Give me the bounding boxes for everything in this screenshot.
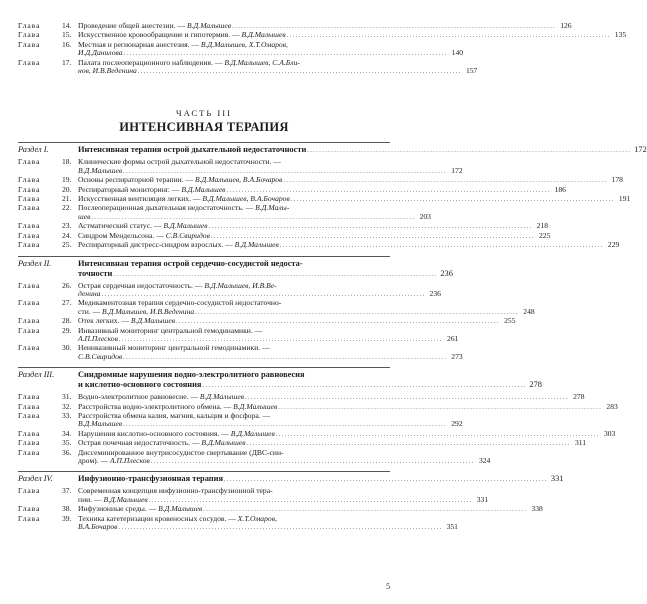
chapter-author: В.Д.Малышев [130, 316, 176, 326]
chapter-title: Местная и регионарная анестезия. — [78, 39, 201, 49]
chapter-line [78, 456, 491, 466]
chapter-title: Острая сердечная недостаточность. — [78, 280, 205, 290]
section-divider [18, 367, 390, 368]
section-title [78, 259, 453, 280]
chapter-label: Глава [18, 221, 41, 231]
chapter-label: Глава [18, 280, 41, 290]
chapter-title: Респираторный дистресс-синдром взрослых. — [78, 240, 235, 250]
section-title-text: точности [78, 268, 113, 278]
chapter-number: 17. [62, 57, 72, 67]
chapter-author: В.Д.Малышев, И.В.Ве- [204, 280, 277, 290]
chapter-title: Клинические формы острой дыхательной недостаточности. — [78, 157, 281, 167]
section-title [78, 370, 542, 391]
chapter-page: 186 [554, 184, 566, 194]
chapter-entry [18, 240, 620, 250]
chapter-page: 261 [447, 333, 459, 343]
chapter-text [78, 317, 175, 325]
chapter-title: Острая почечная недостаточность. — [78, 438, 202, 448]
chapter-number: 33. [62, 410, 72, 420]
chapter-label: Глава [18, 410, 41, 420]
chapter-body [78, 298, 535, 317]
chapter-entry [18, 447, 491, 467]
chapter-author: В.Д.Малышев [78, 419, 123, 429]
chapter-page: 255 [504, 316, 516, 326]
chapter-page: 292 [451, 419, 463, 429]
chapter-line [78, 344, 390, 352]
chapter-label: Глава [18, 194, 41, 204]
chapter-body [78, 447, 491, 467]
chapter-title: Астматический статус. — [78, 221, 164, 231]
chapter-title: Диссеминированное внутрисосудистое свертывание (ДВС-син- [78, 447, 284, 457]
chapter-title: Водно-электролитное равновесие. — [78, 392, 200, 402]
chapter-title: Медикаментозная терапия сердечно-сосудистой недостаточно- [78, 298, 282, 308]
chapter-number: 27. [62, 298, 72, 308]
dot-leader [113, 269, 436, 280]
chapter-title: Отек легких. — [78, 316, 131, 326]
section-title-line [78, 474, 563, 485]
dot-leader [245, 393, 568, 402]
section-title-line [78, 380, 542, 391]
chapter-line [78, 351, 463, 362]
chapter-number: 24. [62, 230, 72, 240]
chapter-title: Техника катетеризации кровеносных сосудов. — [78, 513, 238, 523]
chapter-text [78, 67, 137, 75]
chapter-page: 311 [574, 438, 587, 448]
chapter-entry [18, 343, 463, 362]
chapter-title: Неинвазивный мониторинг центральной гемодинамики. — [78, 343, 270, 353]
dot-leader [202, 380, 525, 391]
chapter-author: В.Д.Малышев [181, 184, 226, 194]
chapter-body [78, 513, 458, 533]
chapter-entry [18, 486, 489, 505]
chapter-label: Глава [18, 504, 41, 514]
chapter-label: Глава [18, 57, 41, 67]
chapter-page: 229 [607, 240, 620, 250]
dot-leader [224, 474, 547, 485]
part-subtitle: ИНТЕНСИВНАЯ ТЕРАПИЯ [119, 120, 289, 135]
page-number: 5 [386, 582, 390, 591]
chapter-number: 16. [62, 39, 72, 49]
chapter-page: 157 [465, 66, 478, 76]
chapter-page: 278 [573, 392, 585, 402]
chapter-page: 324 [478, 456, 491, 465]
chapter-line [78, 282, 390, 290]
part-title: ЧАСТЬ III [175, 108, 232, 119]
chapter-number: 15. [62, 30, 72, 40]
chapter-author: В.Д.Малышев, И.В.Веденина [102, 306, 195, 316]
chapter-author: В.Д.Малышев [201, 438, 246, 448]
chapter-author: В.Д.Малышев [233, 401, 278, 411]
chapter-title: Инфузионные среды. — [78, 504, 159, 514]
chapter-line [78, 522, 458, 532]
section-list [18, 142, 647, 532]
chapter-author: В.Д.Малы- [255, 203, 290, 213]
chapter-page: 283 [606, 401, 618, 411]
chapter-number: 14. [62, 21, 72, 30]
chapter-page: 218 [536, 221, 549, 231]
section-page: 278 [529, 380, 542, 390]
chapter-title: Современная концепция инфузионно-трансфузионной тера- [78, 486, 273, 496]
chapter-title: дром). — [78, 456, 110, 465]
chapter-title: Послеоперационная дыхательная недостаточность. — [78, 203, 256, 213]
chapter-line [78, 327, 390, 335]
chapter-page: 172 [451, 165, 463, 175]
dot-leader [123, 353, 446, 362]
dot-leader [291, 195, 614, 204]
chapter-author: В.Д.Малышев [103, 494, 148, 504]
chapter-text [78, 222, 208, 230]
chapter-author: В.Д.Малышев [163, 221, 208, 231]
section-title-text: Интенсивная терапия острой сердечно-сосудистой недоста- [78, 258, 303, 268]
chapter-author: А.П.Плесков [78, 333, 118, 343]
section-label: Раздел III. [18, 370, 55, 380]
section-title-line [78, 370, 542, 380]
chapter-label: Глава [18, 157, 41, 167]
chapter-text [78, 232, 210, 240]
section-title [78, 145, 647, 156]
chapter-title: Инвазивный мониторинг центральной гемодинамики. — [78, 325, 263, 335]
chapter-author: В.Д.Малышев [230, 428, 275, 438]
chapter-page: 203 [419, 211, 431, 221]
chapter-author: В.Д.Малышев [199, 392, 245, 402]
section-heading [18, 258, 453, 280]
chapter-number: 30. [62, 343, 72, 353]
chapter-page: 273 [451, 351, 463, 361]
chapter-author: А.П.Плесков [109, 456, 150, 465]
chapter-author: Х.Т.Омаров, [237, 513, 277, 523]
chapter-title: Палата послеоперационного наблюдения. — [78, 57, 225, 67]
chapter-line [78, 240, 620, 250]
chapter-number: 38. [62, 504, 72, 514]
dot-leader [280, 241, 603, 250]
chapter-number: 36. [62, 447, 72, 457]
chapter-title: Респираторный мониторинг. — [78, 184, 182, 194]
chapter-line [78, 204, 390, 212]
chapter-text [78, 403, 277, 411]
chapter-title: Расстройства обмена калия, магния, кальция и фосфора. — [78, 410, 271, 420]
chapter-author: В.Д.Малышев [78, 165, 123, 175]
chapter-page: 178 [611, 175, 623, 185]
chapter-author: В.Д.Малышев, Х.Т.Омаров, [200, 39, 288, 49]
chapter-page: 236 [429, 288, 441, 298]
chapter-author: С.В.Свиридов [78, 351, 123, 361]
chapter-body [78, 410, 463, 430]
chapter-number: 25. [62, 240, 72, 250]
chapter-text [78, 505, 202, 513]
section-label: Раздел IV. [18, 474, 53, 484]
chapter-label: Глава [18, 240, 41, 250]
chapter-text [78, 31, 286, 39]
dot-leader [209, 222, 532, 231]
section-heading [18, 145, 647, 156]
chapter-text [78, 204, 289, 212]
chapter-number: 37. [62, 486, 72, 496]
chapter-text [78, 457, 150, 465]
section-title-text: Инфузионно-трансфузионная терапия [78, 474, 223, 484]
chapter-number: 28. [62, 316, 72, 326]
chapter-entry [18, 298, 535, 317]
dot-leader [138, 67, 461, 76]
chapter-text [78, 439, 246, 447]
section-page: 236 [440, 268, 453, 278]
chapter-label: Глава [18, 392, 41, 402]
chapter-text [78, 335, 118, 343]
chapter-label: Глава [18, 447, 41, 457]
chapter-page: 248 [523, 306, 535, 316]
chapter-entry [18, 410, 463, 430]
chapter-number: 18. [62, 157, 72, 167]
chapter-entry [18, 280, 441, 300]
chapter-body [78, 57, 478, 77]
chapter-label: Глава [18, 316, 41, 326]
chapter-page: 135 [614, 30, 627, 40]
chapter-entry [18, 513, 458, 533]
chapter-page: 303 [603, 428, 616, 438]
chapter-label: Глава [18, 184, 41, 194]
chapter-entry [18, 39, 464, 59]
chapter-line [78, 515, 390, 523]
chapter-title: Основы респираторной терапии. — [78, 175, 195, 185]
chapter-number: 26. [62, 280, 72, 290]
chapter-author: денина [78, 288, 101, 298]
chapter-title: Искусственное кровообращение и гипотермия. — [78, 30, 242, 40]
chapter-number: 34. [62, 428, 72, 438]
section-label: Раздел I. [18, 145, 49, 155]
chapter-page: 126 [560, 21, 572, 30]
chapter-title: пии. — [78, 494, 104, 504]
chapter-label: Глава [18, 401, 41, 411]
chapter-title: Проведение общей анестезии. — [78, 21, 187, 30]
chapter-number: 23. [62, 221, 72, 231]
section-title-line [78, 269, 453, 280]
dot-leader [287, 31, 610, 40]
section-label: Раздел II. [18, 258, 52, 268]
dot-leader [195, 308, 518, 317]
chapter-text [78, 393, 244, 401]
chapter-author: В.Д.Малышев, С.А.Бли- [224, 57, 300, 67]
chapter-line [78, 158, 390, 166]
chapter-label: Глава [18, 513, 41, 523]
chapter-label: Глава [18, 486, 41, 496]
chapter-label: Глава [18, 21, 41, 30]
chapter-body [78, 343, 463, 362]
chapter-label: Глава [18, 175, 41, 185]
dot-leader [151, 457, 474, 466]
chapter-title: Синдром Мендельсона. — [78, 230, 166, 240]
chapter-author: В.Д.Малышев [158, 504, 203, 514]
chapter-number: 29. [62, 325, 72, 335]
section-divider [18, 256, 390, 257]
section-page: 331 [550, 474, 564, 484]
chapter-number: 32. [62, 401, 72, 411]
chapter-entry [18, 57, 478, 77]
dot-leader [307, 145, 630, 156]
chapter-body [78, 325, 459, 345]
chapter-author: В.Д.Малышев [234, 240, 279, 250]
chapter-body [78, 486, 489, 505]
section-title-text: Синдромные нарушения водно-электролитного равновесия [78, 370, 305, 380]
chapter-title: Расстройства водно-электролитного обмена. — [78, 401, 234, 411]
chapter-number: 31. [62, 392, 72, 402]
chapter-body [78, 157, 463, 176]
chapter-text [78, 496, 148, 504]
chapter-title: сти. — [78, 306, 103, 316]
chapter-label: Глава [18, 203, 41, 213]
chapter-title: Искусственная вентиляция легких. — [78, 194, 203, 204]
chapter-page: 225 [538, 230, 551, 240]
chapter-author: В.Д.Малышев, В.А.Бочаров [195, 175, 283, 185]
chapter-label: Глава [18, 438, 41, 448]
chapter-text [78, 213, 90, 221]
chapter-entry [18, 325, 459, 345]
chapter-text [78, 523, 117, 531]
chapter-label: Глава [18, 230, 41, 240]
chapter-number: 35. [62, 438, 72, 448]
chapter-text [78, 353, 122, 361]
section-heading [18, 474, 564, 485]
section-divider [18, 471, 390, 472]
chapter-page: 351 [446, 522, 458, 532]
chapter-body [78, 280, 441, 300]
section-title-text: Интенсивная терапия острой дыхательной недостаточности [78, 145, 307, 155]
chapter-author: И.Д.Данилова [78, 48, 123, 58]
chapter-text [78, 420, 122, 428]
chapter-body [78, 39, 464, 59]
chapter-label: Глава [18, 428, 41, 438]
chapter-page: 331 [476, 494, 489, 504]
chapter-entry [18, 157, 463, 176]
chapter-line [78, 41, 390, 49]
chapter-author: В.Д.Малышев [241, 30, 286, 40]
chapter-label: Глава [18, 343, 41, 353]
chapter-page: 140 [451, 48, 464, 58]
section-title-line [78, 145, 647, 156]
dot-leader [118, 523, 441, 532]
dot-leader [247, 439, 570, 448]
chapter-text [78, 308, 194, 316]
chapter-page: 338 [531, 504, 543, 514]
chapter-text [78, 22, 231, 30]
chapter-author: нов, И.В.Веденина [78, 66, 137, 76]
chapter-author: В.Д.Малышев, В.А.Бочаров [202, 194, 290, 204]
chapter-number: 20. [62, 184, 72, 194]
table-of-contents [18, 21, 647, 532]
chapter-author: шев [78, 211, 91, 221]
chapter-number: 21. [62, 194, 72, 204]
chapter-label: Глава [18, 39, 41, 49]
chapter-label: Глава [18, 30, 41, 40]
chapter-text [78, 49, 123, 57]
section-page: 172 [634, 145, 647, 155]
chapter-author: С.В.Свиридов [165, 230, 210, 240]
chapter-author: В.А.Бочаров [78, 522, 118, 532]
chapter-label: Глава [18, 298, 41, 308]
chapter-line [78, 66, 478, 76]
section-title-line [78, 259, 453, 269]
chapter-text [78, 241, 279, 249]
top-chapter-list [18, 21, 627, 76]
chapter-body [78, 203, 431, 222]
chapter-label: Глава [18, 325, 41, 335]
chapter-number: 39. [62, 513, 72, 523]
chapter-text [78, 195, 290, 203]
section-heading [18, 370, 542, 391]
chapter-author: В.Д.Малышев [186, 21, 232, 30]
chapter-text [78, 282, 277, 290]
chapter-text [78, 186, 225, 194]
chapter-page: 191 [618, 194, 631, 204]
chapter-body [78, 240, 620, 250]
chapter-text [78, 167, 122, 175]
dot-leader [276, 430, 599, 439]
dot-leader [278, 403, 601, 412]
chapter-line [78, 412, 390, 420]
chapter-text [78, 290, 100, 298]
chapter-text [78, 176, 282, 184]
chapter-number: 19. [62, 175, 72, 185]
chapter-title: Нарушения кислотно-основного состояния. — [78, 428, 231, 438]
section-title [78, 474, 563, 485]
chapter-text [78, 430, 275, 438]
chapter-entry [18, 203, 431, 222]
chapter-number: 22. [62, 203, 72, 213]
section-title-text: и кислотно-основного состояния [78, 380, 202, 390]
section-divider [18, 142, 390, 143]
